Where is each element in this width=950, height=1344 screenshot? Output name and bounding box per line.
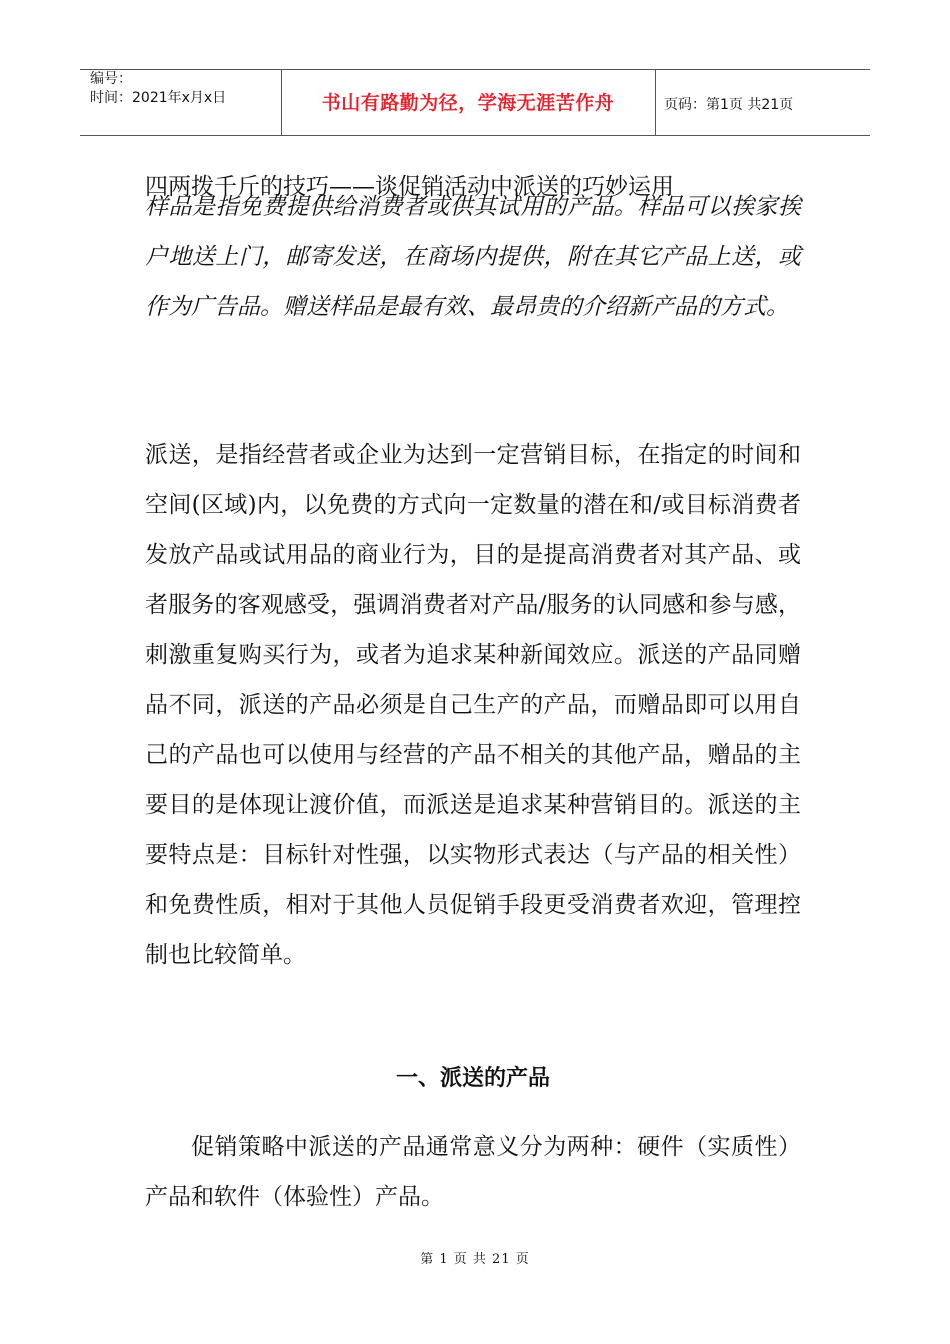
header-bottom-rule [80, 135, 870, 136]
document-title: 四两拨千斤的技巧——谈促销活动中派送的巧妙运用 [145, 174, 674, 200]
header-meta [90, 70, 226, 108]
section-heading: 一、派送的产品 [395, 1066, 550, 1091]
body-paragraph-2: 促销策略中派送的产品通常意义分为两种：硬件（实质性）产品和软件（体验性）产品。 [145, 1134, 801, 1210]
body-paragraph-1: 派送，是指经营者或企业为达到一定营销目标，在指定的时间和空间(区域)内，以免费的方式向一定数量的潜在和/或目标消费者发放产品或试用品的商业行为，目的是提高消费者对其产品、或者服务的客观感受，强调消费者对产品/服务的认同感和参与感，刺激重复购买行为，或者为追求某种新闻效应。派送的产品同赠品不同，派送的产品必须是自己生产的产品，而赠品即可以用自己的产品也可以使用与经营的产品不相关的其他产品，赠品的主要目的是体现让渡价值，而派送是追求某种营销目的。派送的主要特点是：目标针对性强，以实物形式表达（与产品的相关性）和免费性质，相对于其他人员促销手段更受消费者欢迎，管理控制也比较简单。 [145, 442, 801, 968]
header-page-info: 页码：第1页 共21页 [664, 97, 794, 113]
header-divider-left [281, 69, 282, 136]
intro-paragraph: 样品是指免费提供给消费者或供其试用的产品。样品可以挨家挨户地送上门，邮寄发送，在商场内提供，附在其它产品上送，或作为广告品。赠送样品是最有效、最昂贵的介绍新产品的方式。 [145, 194, 801, 320]
page-footer: 第 1 页 共 21 页 [420, 1252, 530, 1267]
header-divider-right [655, 69, 656, 136]
header-motto: 书山有路勤为径，学海无涯苦作舟 [321, 92, 615, 114]
time-label: 时间：2021年x月x日 [90, 90, 227, 106]
number-label: 编号： [90, 71, 132, 87]
